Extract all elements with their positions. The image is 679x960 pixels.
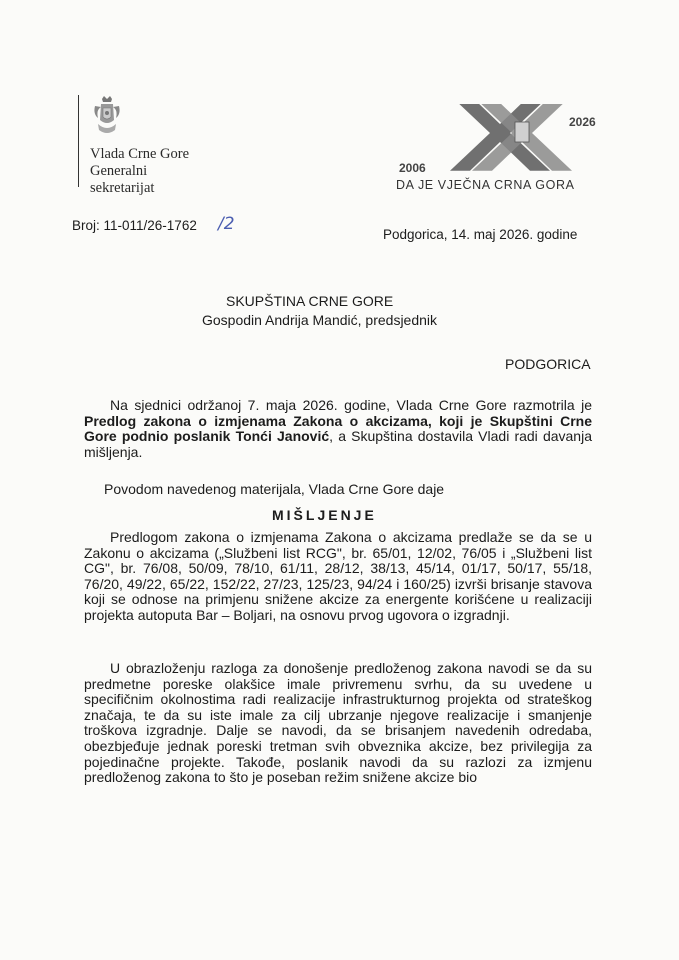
paragraph-explanation	[84, 661, 592, 786]
paragraph-proposal	[84, 530, 592, 624]
explanation-text: U obrazloženju razloga za donošenje predloženog zakona navodi se da su predmetne poreske olakšice imale privremenu svrhu, da su uvedene u specifičnim okolnostima radi realizacije infrastrukturnog projekta od strateškog značaja, te da su iste imale za cilj ubrzanje njegove realizacije i smanjenje troškova izgradnje. Dalje se navodi, da se brisanjem navedenih odredaba, obezbjeđuje jednak poreski tretman svih obveznika akcize, bez privilegija za pojedinačne projekte. Takođe, poslanik navodi da su razlozi za izmjenu predloženog zakona to što je poseban režim snižene akcize bio	[84, 660, 592, 786]
place-date: Podgorica, 14. maj 2026. godine	[383, 227, 578, 242]
intro-text-c: , a Skupština dostavila Vladi radi davanja mišljenja.	[84, 428, 592, 460]
header-divider-line	[78, 95, 79, 187]
government-name	[90, 146, 189, 197]
intro-text-bold: Predlog zakona o izmjenama Zakona o akcizama, koji je Skupštini Crne Gore podnio poslanik Tonći Janović	[84, 412, 592, 445]
coat-of-arms-icon	[92, 96, 122, 138]
org-line-3: sekretarijat	[90, 180, 155, 196]
reference-number: Broj: 11-011/26-1762	[72, 218, 197, 233]
handwritten-reference: /2	[218, 214, 235, 234]
recipient-person: Gospodin Andrija Mandić, predsjednik	[202, 312, 438, 328]
recipient-city: PODGORICA	[505, 356, 591, 372]
recipient-institution: SKUPŠTINA CRNE GORE	[226, 293, 394, 309]
intro-text-a: Na sjednici održanoj 7. maja 2026. godine, Vlada Crne Gore razmotrila je	[110, 397, 592, 413]
org-line-1: Vlada Crne Gore	[90, 146, 190, 162]
logo-year-end: 2026	[569, 115, 596, 129]
logo-motto: DA JE VJEČNA CRNA GORA	[396, 178, 575, 192]
paragraph-intro	[84, 398, 592, 460]
opinion-heading: MIŠLJENJE	[272, 507, 377, 523]
org-line-2: Generalni	[90, 163, 148, 179]
paragraph-government-gives: Povodom navedenog materijala, Vlada Crne Gore daje	[104, 481, 445, 497]
logo-year-start: 2006	[399, 161, 426, 175]
proposal-text: Predlogom zakona o izmjenama Zakona o akcizama predlaže se da se u Zakonu o akcizama („Službeni list RCG", br. 65/01, 12/02, 76/05 i „Službeni list CG", br. 76/08, 50/09, 78/10, 61/11, 28/12, 38/13, 45/14, 01/17, 50/17, 55/18, 76/20, 49/22, 65/22, 152/22, 27/23, 125/23, 94/24 i 160/25) izvrši brisanje stavova koji se odnose na primjenu snižene akcize za energente korišćene u realizaciji projekta autoputa Bar – Boljari, na osnovu prvog ugovora o izgradnji.	[84, 529, 592, 623]
